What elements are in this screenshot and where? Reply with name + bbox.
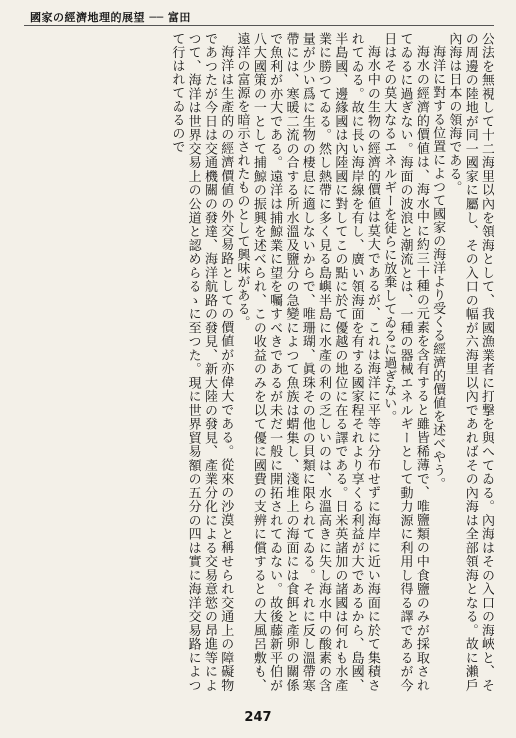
paragraph: 海水中の生物の經濟的價値は莫大であるが、これは海洋に平等に分布せずに海岸に近い海面に於て集積されてゐる。故に長い海岸線を有し、廣い領海面を有する國家程それより享くる利益が大であるから、島國、半島國、邊緣國は內陸國に對してこの點に於て優越の地位に在る譯である。日米英諸加の諸國は何れも水產業に勝つてゐる。然し熱帶に多く見る島嶼半島に水產の利の乏しいのは、水溫高きに失し海水中の酸素の含量が少い爲に生物の棲息に適しないからで、唯珊瑚、眞珠その他の貝類に限られてゐる。それに反し溫帶寒帶には、寒暖二流の合する所水溫及鹽分の急變によつて魚族は蝟集し、淺堆上の海面には食餌と產卵の關係で魚利が亦大である。遠洋は捕鯨業に望を囑すべきであるが未だ一般に開拓されてゐない。故後藤新平伯が八大國策の一として捕鯨の振興を述べられ、この收益のみを以て優に國費の支辨に償するとの大風呂敷も、遠洋の富源を暗示されたものとして興味がある。 (234, 32, 380, 692)
body-text (24, 32, 494, 692)
running-head: 國家の經濟地理的展望 ── 富田 (30, 11, 191, 24)
paragraph: 公法を無視して十二海里以內を領海として、我國漁業者に打撃を與へてゐる。內海はその入口の海峽と、その周邊の陸地が同一國家に屬し、その入口の幅が六海里以內であればその內海は全部領海となる。故に瀨戶內海は日本の領海である。 (446, 32, 494, 692)
page-number: 247 (244, 710, 272, 725)
paragraph: 海洋は生產的の經濟價値の外交易路としての價値が亦偉大である。從來の沙漠と稱せられ交通上の障礙物であつたが今日は交通機關の發達、海洋航路の發見、新大陸の發見、產業分化による交易意慾の昂進等によつて、海洋は世界交易上の公道と認めらるゝに至つた。現に世界貿易額の五分の四は實に海洋交易路によつて行はれてゐるので (169, 32, 234, 692)
paragraph: 海洋に對する位置によつて國家の海洋より受くる經濟的價値を述べやう。 (430, 45, 446, 491)
header-rule (24, 25, 494, 26)
paragraph: 海水の經濟的價値は、海水中に約三十種の元素を含有すると雖皆稀薄で、唯鹽類の中食鹽のみが採取されてゐるに過ぎない。海面の波浪と潮流とは、一種の器械エネルギーとして動力源に利用し得る譯であるが今日はその莫大なるエネルギーを徒らに放棄してゐるに過ぎない。 (381, 32, 429, 692)
